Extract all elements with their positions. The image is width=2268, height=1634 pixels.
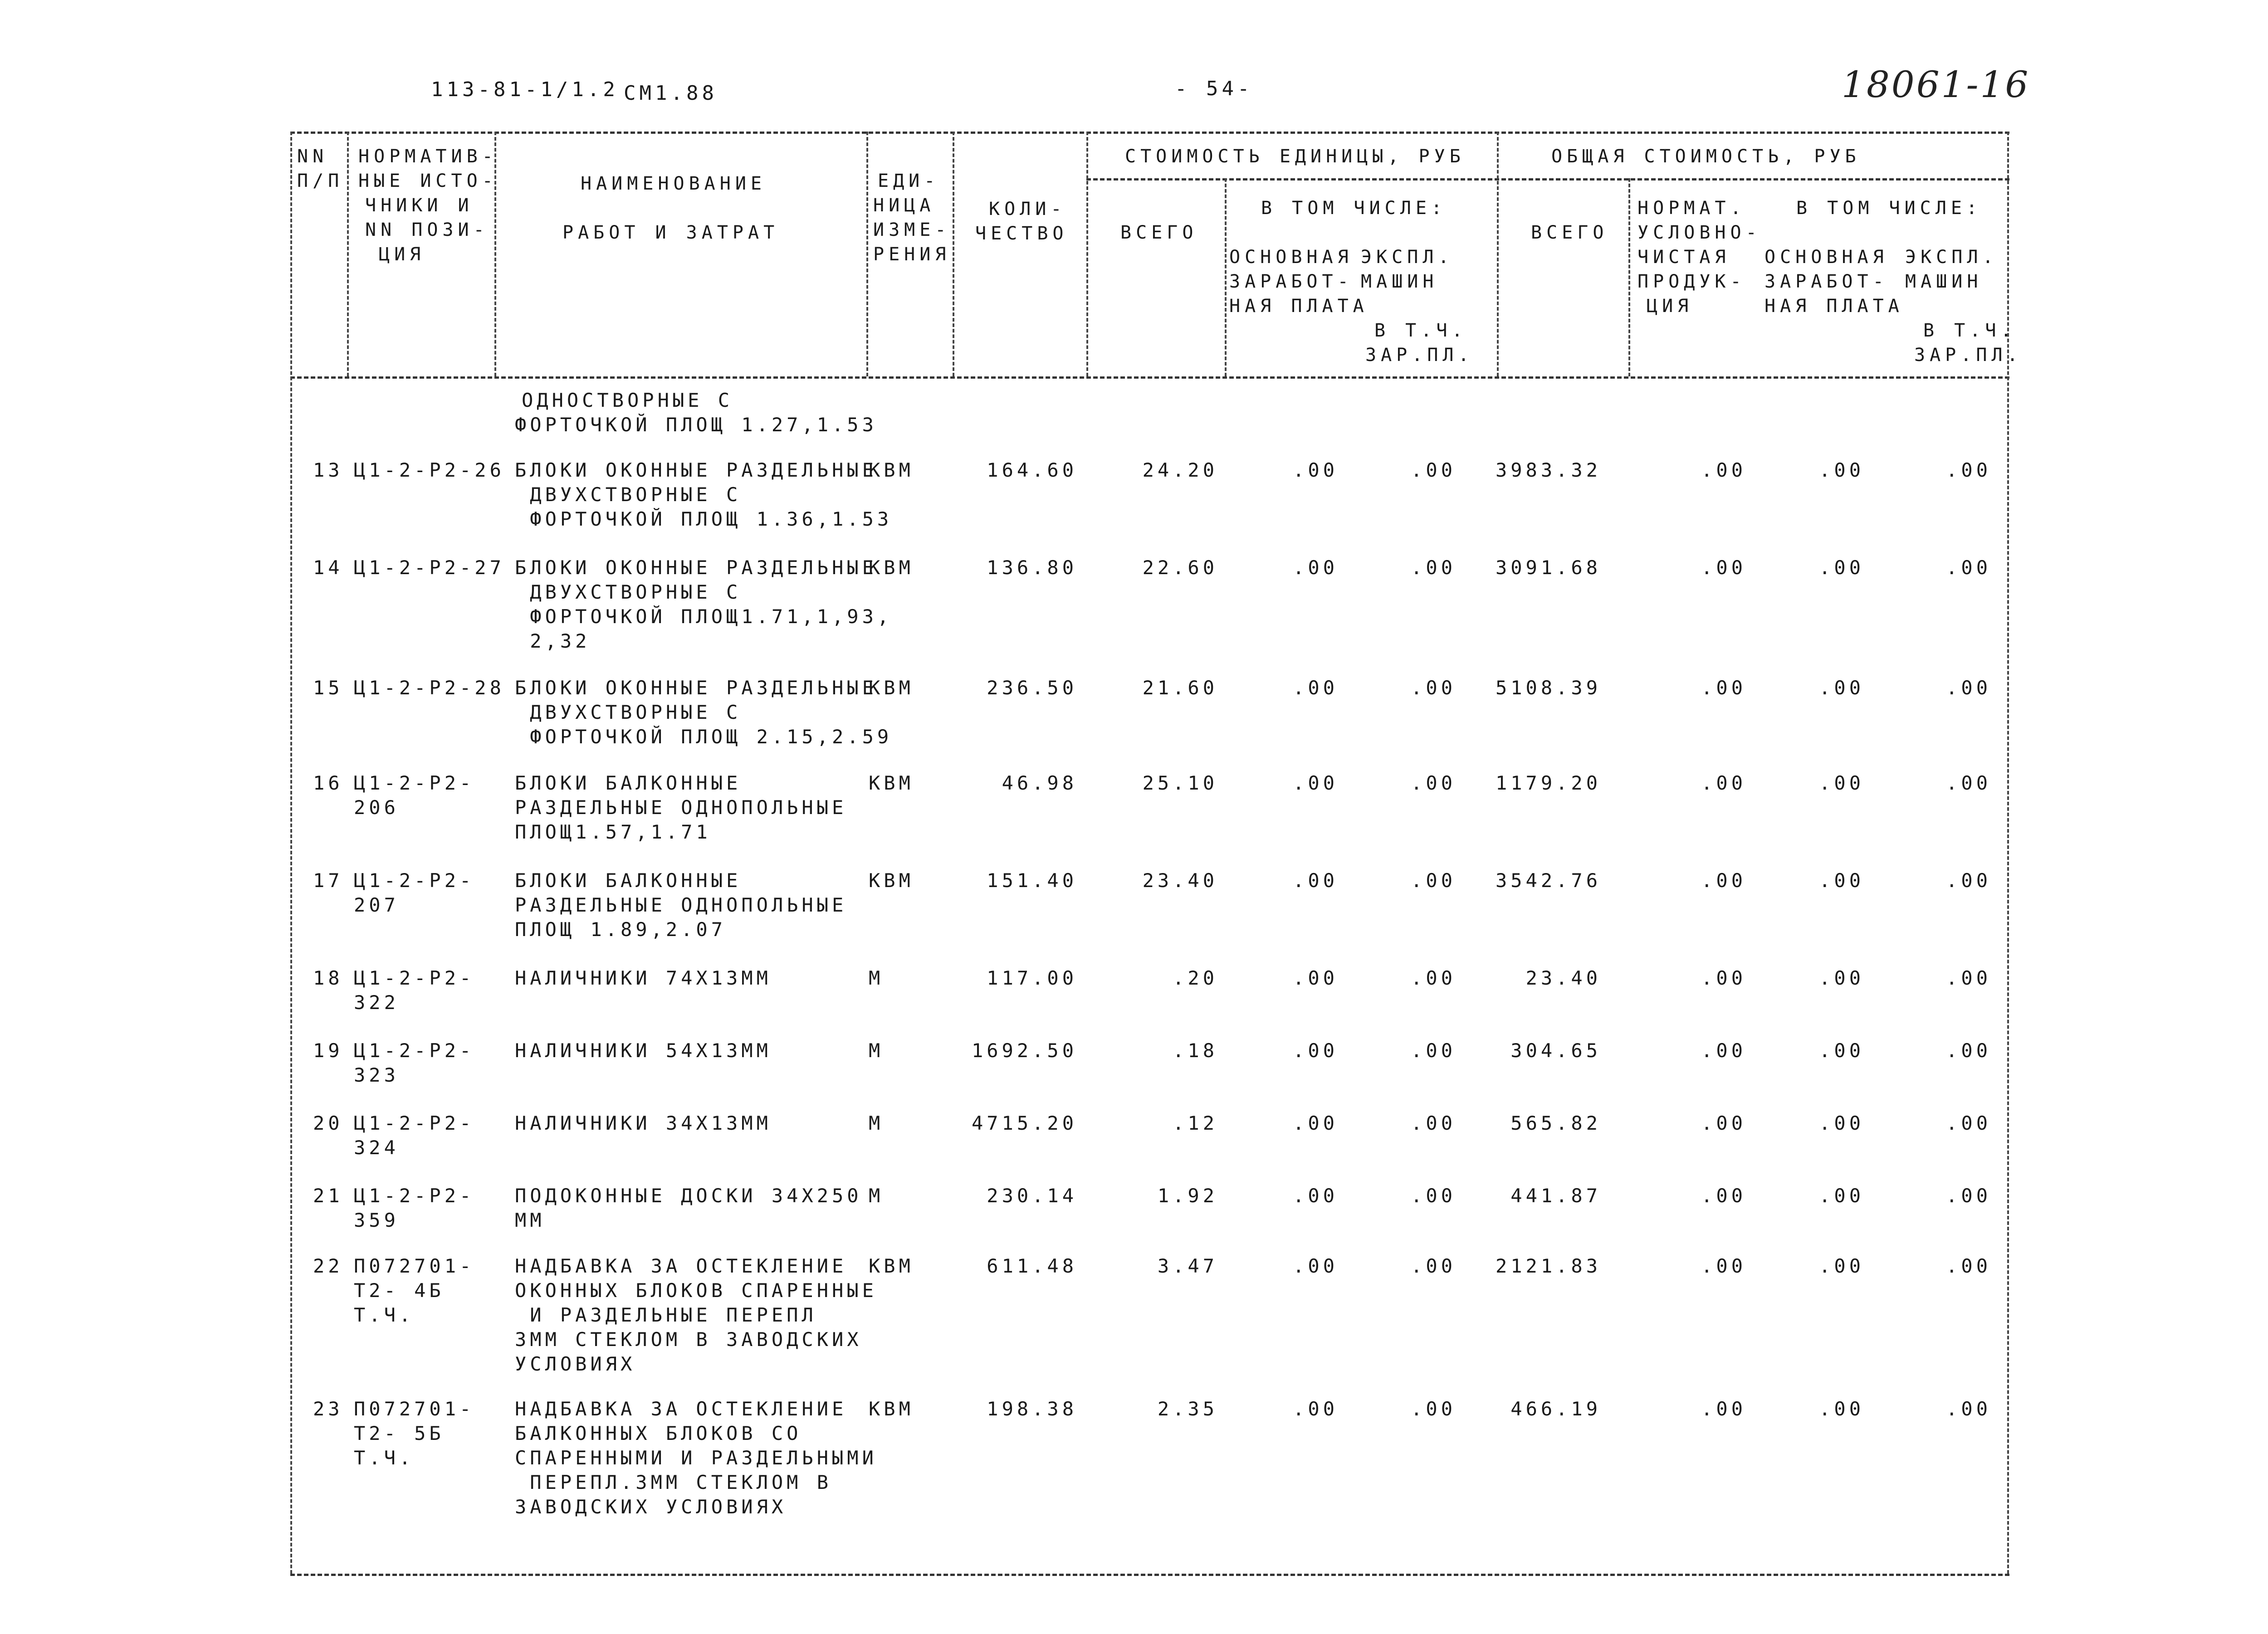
header-normative-2: НЫЕ ИСТО- bbox=[358, 171, 498, 191]
row-unit-machines: .00 bbox=[1411, 677, 1456, 699]
row-unit: КВМ bbox=[869, 556, 914, 579]
row-qty: 1692.50 bbox=[971, 1039, 1077, 1062]
header-norm-1: НОРМАТ. bbox=[1637, 198, 1746, 219]
row-code: 359 bbox=[354, 1209, 399, 1231]
row-total-norm: .00 bbox=[1701, 967, 1746, 989]
row-total-wage: .00 bbox=[1819, 869, 1864, 892]
header-normative-5: ЦИЯ bbox=[379, 244, 425, 265]
row-unit-price: 24.20 bbox=[1142, 459, 1218, 481]
row-total: 1179.20 bbox=[1495, 772, 1601, 794]
row-name: НАЛИЧНИКИ 34Х13ММ bbox=[515, 1112, 772, 1134]
header-qty-1: КОЛИ- bbox=[989, 199, 1066, 219]
row-unit: КВМ bbox=[869, 1255, 914, 1277]
row-unit: М bbox=[869, 967, 884, 989]
row-total-norm: .00 bbox=[1701, 459, 1746, 481]
row-name: СПАРЕННЫМИ И РАЗДЕЛЬНЫМИ bbox=[515, 1447, 877, 1469]
header-unit-4: РЕНИЯ bbox=[873, 244, 951, 265]
header-unit-all: ВСЕГО bbox=[1120, 222, 1198, 243]
header-total-wage-3: НАЯ ПЛАТА bbox=[1765, 296, 1904, 317]
row-name: УСЛОВИЯХ bbox=[515, 1353, 636, 1375]
row-unit-wage: .00 bbox=[1293, 677, 1338, 699]
row-name: БЛОКИ БАЛКОННЫЕ bbox=[515, 772, 742, 794]
row-name: ОКОННЫХ БЛОКОВ СПАРЕННЫЕ bbox=[515, 1279, 877, 1302]
header-total-incl: В ТОМ ЧИСЛЕ: bbox=[1796, 198, 1982, 219]
row-unit-wage: .00 bbox=[1293, 1185, 1338, 1207]
header-wage-1: ОСНОВНАЯ bbox=[1229, 247, 1353, 268]
row-total-wage: .00 bbox=[1819, 772, 1864, 794]
row-total-wage: .00 bbox=[1819, 1398, 1864, 1420]
row-qty: 151.40 bbox=[987, 869, 1077, 892]
row-name: ПЛОЩ1.57,1.71 bbox=[515, 821, 711, 843]
row-unit-price: .12 bbox=[1173, 1112, 1218, 1134]
row-qty: 136.80 bbox=[987, 556, 1077, 579]
row-code: 323 bbox=[354, 1064, 399, 1086]
header-normative-3: ЧНИКИ И bbox=[365, 195, 474, 216]
row-name: 3ММ СТЕКЛОМ В ЗАВОДСКИХ bbox=[515, 1328, 862, 1351]
row-qty: 230.14 bbox=[987, 1185, 1077, 1207]
row-unit-wage: .00 bbox=[1293, 1112, 1338, 1134]
row-total-machines: .00 bbox=[1946, 1185, 1991, 1207]
header-wage-2: ЗАРАБОТ- bbox=[1229, 271, 1353, 292]
row-name: ЗАВОДСКИХ УСЛОВИЯХ bbox=[515, 1496, 787, 1518]
row-unit-machines: .00 bbox=[1411, 1185, 1456, 1207]
row-name: ДВУХСТВОРНЫЕ С bbox=[515, 581, 742, 603]
row-name: БЛОКИ ОКОННЫЕ РАЗДЕЛЬНЫЕ bbox=[515, 677, 877, 699]
row-unit-wage: .00 bbox=[1293, 772, 1338, 794]
header-mach-1: ЭКСПЛ. bbox=[1361, 247, 1454, 268]
row-name: ПЕРЕПЛ.3ММ СТЕКЛОМ В bbox=[515, 1471, 832, 1493]
row-qty: 198.38 bbox=[987, 1398, 1077, 1420]
header-unit-1: ЕДИ- bbox=[878, 171, 940, 191]
row-unit-price: 25.10 bbox=[1142, 772, 1218, 794]
header-total-cost: ОБЩАЯ СТОИМОСТЬ, РУБ bbox=[1551, 146, 1861, 167]
row-qty: 164.60 bbox=[987, 459, 1077, 481]
row-unit-machines: .00 bbox=[1411, 1112, 1456, 1134]
row-code: Т.Ч. bbox=[354, 1304, 415, 1326]
row-total-norm: .00 bbox=[1701, 556, 1746, 579]
row-total: 441.87 bbox=[1510, 1185, 1601, 1207]
header-total-all: ВСЕГО bbox=[1531, 222, 1608, 243]
row-unit: КВМ bbox=[869, 869, 914, 892]
row-total: 3091.68 bbox=[1495, 556, 1601, 579]
row-total: 3542.76 bbox=[1495, 869, 1601, 892]
continuation-line-1: ОДНОСТВОРНЫЕ С bbox=[522, 389, 733, 411]
row-number: 20 bbox=[313, 1112, 343, 1134]
row-name: БЛОКИ ОКОННЫЕ РАЗДЕЛЬНЫЕ bbox=[515, 556, 877, 579]
row-name: НАДБАВКА ЗА ОСТЕКЛЕНИЕ bbox=[515, 1398, 847, 1420]
header-total-inclwage-1: В Т.Ч. bbox=[1923, 320, 2016, 341]
row-qty: 4715.20 bbox=[971, 1112, 1077, 1134]
row-unit: КВМ bbox=[869, 772, 914, 794]
row-total-norm: .00 bbox=[1701, 1112, 1746, 1134]
document-stamp: СМ1.88 bbox=[624, 82, 718, 105]
row-code: Ц1-2-Р2-27 bbox=[354, 556, 505, 579]
row-total-machines: .00 bbox=[1946, 1112, 1991, 1134]
row-total: 3983.32 bbox=[1495, 459, 1601, 481]
row-code: 206 bbox=[354, 796, 399, 819]
row-code: Ц1-2-Р2- bbox=[354, 869, 475, 892]
row-unit: М bbox=[869, 1185, 884, 1207]
row-code: П072701- bbox=[354, 1255, 475, 1277]
row-total-norm: .00 bbox=[1701, 1039, 1746, 1062]
row-qty: 236.50 bbox=[987, 677, 1077, 699]
header-inclwage-1: В Т.Ч. bbox=[1374, 320, 1467, 341]
row-name: ММ bbox=[515, 1209, 545, 1231]
row-name: ФОРТОЧКОЙ ПЛОЩ 2.15,2.59 bbox=[515, 726, 893, 748]
row-total: 23.40 bbox=[1525, 967, 1601, 989]
header-norm-4: ПРОДУК- bbox=[1637, 271, 1746, 292]
row-name: ДВУХСТВОРНЫЕ С bbox=[515, 701, 742, 723]
row-name: РАЗДЕЛЬНЫЕ ОДНОПОЛЬНЫЕ bbox=[515, 894, 847, 916]
row-total-wage: .00 bbox=[1819, 459, 1864, 481]
row-name: НАЛИЧНИКИ 74Х13ММ bbox=[515, 967, 772, 989]
row-unit-price: 21.60 bbox=[1142, 677, 1218, 699]
header-unit-2: НИЦА bbox=[873, 195, 935, 216]
row-unit-machines: .00 bbox=[1411, 869, 1456, 892]
row-code: Т.Ч. bbox=[354, 1447, 415, 1469]
row-code: Ц1-2-Р2-28 bbox=[354, 677, 505, 699]
header-wage-3: НАЯ ПЛАТА bbox=[1229, 296, 1369, 317]
row-unit-wage: .00 bbox=[1293, 556, 1338, 579]
row-number: 18 bbox=[313, 967, 343, 989]
row-code: Ц1-2-Р2- bbox=[354, 1112, 475, 1134]
row-name: БЛОКИ ОКОННЫЕ РАЗДЕЛЬНЫЕ bbox=[515, 459, 877, 481]
header-normative-4: NN ПОЗИ- bbox=[365, 219, 489, 240]
row-unit-machines: .00 bbox=[1411, 1255, 1456, 1277]
row-unit-wage: .00 bbox=[1293, 967, 1338, 989]
row-total: 5108.39 bbox=[1495, 677, 1601, 699]
continuation-line-2: ФОРТОЧКОЙ ПЛОЩ 1.27,1.53 bbox=[515, 414, 877, 436]
row-name: 2,32 bbox=[515, 630, 591, 652]
row-code: Ц1-2-Р2- bbox=[354, 1185, 475, 1207]
row-code: Ц1-2-Р2- bbox=[354, 967, 475, 989]
header-nn-1: NN bbox=[297, 146, 328, 167]
header-total-wage-2: ЗАРАБОТ- bbox=[1765, 271, 1888, 292]
row-number: 22 bbox=[313, 1255, 343, 1277]
row-name: ФОРТОЧКОЙ ПЛОЩ 1.36,1.53 bbox=[515, 508, 893, 530]
row-total-norm: .00 bbox=[1701, 1398, 1746, 1420]
page-number: - 54- bbox=[1175, 77, 1253, 100]
archive-number: 18061-16 bbox=[1842, 63, 2030, 106]
row-unit-machines: .00 bbox=[1411, 459, 1456, 481]
row-number: 21 bbox=[313, 1185, 343, 1207]
row-total-norm: .00 bbox=[1701, 869, 1746, 892]
row-name: НАЛИЧНИКИ 54Х13ММ bbox=[515, 1039, 772, 1062]
row-total-wage: .00 bbox=[1819, 1255, 1864, 1277]
row-total-norm: .00 bbox=[1701, 1255, 1746, 1277]
row-unit-wage: .00 bbox=[1293, 459, 1338, 481]
row-qty: 611.48 bbox=[987, 1255, 1077, 1277]
row-total-norm: .00 bbox=[1701, 1185, 1746, 1207]
row-total-wage: .00 bbox=[1819, 556, 1864, 579]
header-total-inclwage-2: ЗАР.ПЛ. bbox=[1914, 345, 2023, 366]
row-total-norm: .00 bbox=[1701, 772, 1746, 794]
row-unit-machines: .00 bbox=[1411, 1039, 1456, 1062]
row-unit-price: 1.92 bbox=[1157, 1185, 1218, 1207]
row-number: 23 bbox=[313, 1398, 343, 1420]
row-unit-price: 2.35 bbox=[1157, 1398, 1218, 1420]
row-unit: М bbox=[869, 1039, 884, 1062]
row-name: И РАЗДЕЛЬНЫЕ ПЕРЕПЛ bbox=[515, 1304, 817, 1326]
row-name: ДВУХСТВОРНЫЕ С bbox=[515, 483, 742, 506]
header-nn-2: П/П bbox=[297, 171, 344, 191]
header-unit-cost: СТОИМОСТЬ ЕДИНИЦЫ, РУБ bbox=[1125, 146, 1465, 167]
row-total-machines: .00 bbox=[1946, 677, 1991, 699]
row-unit-price: .18 bbox=[1173, 1039, 1218, 1062]
row-code: Ц1-2-Р2-26 bbox=[354, 459, 505, 481]
row-qty: 46.98 bbox=[1002, 772, 1077, 794]
row-total: 466.19 bbox=[1510, 1398, 1601, 1420]
row-name: БЛОКИ БАЛКОННЫЕ bbox=[515, 869, 742, 892]
row-unit-wage: .00 bbox=[1293, 1398, 1338, 1420]
header-total-wage-1: ОСНОВНАЯ bbox=[1765, 247, 1888, 268]
row-total-wage: .00 bbox=[1819, 967, 1864, 989]
row-total-machines: .00 bbox=[1946, 967, 1991, 989]
row-code: Т2- 5Б bbox=[354, 1422, 445, 1444]
row-code: 324 bbox=[354, 1136, 399, 1159]
header-norm-5: ЦИЯ bbox=[1647, 296, 1693, 317]
row-total-norm: .00 bbox=[1701, 677, 1746, 699]
row-number: 17 bbox=[313, 869, 343, 892]
row-total-machines: .00 bbox=[1946, 869, 1991, 892]
row-code: 322 bbox=[354, 991, 399, 1014]
row-unit-wage: .00 bbox=[1293, 1255, 1338, 1277]
row-number: 14 bbox=[313, 556, 343, 579]
header-name-2: РАБОТ И ЗАТРАТ bbox=[562, 222, 779, 243]
row-unit: КВМ bbox=[869, 677, 914, 699]
row-unit-price: 3.47 bbox=[1157, 1255, 1218, 1277]
row-name: ПОДОКОННЫЕ ДОСКИ 34Х250 bbox=[515, 1185, 862, 1207]
row-code: Ц1-2-Р2- bbox=[354, 1039, 475, 1062]
row-unit-machines: .00 bbox=[1411, 967, 1456, 989]
row-name: ФОРТОЧКОЙ ПЛОЩ1.71,1,93, bbox=[515, 605, 893, 628]
row-total-machines: .00 bbox=[1946, 459, 1991, 481]
row-unit-wage: .00 bbox=[1293, 1039, 1338, 1062]
row-unit-wage: .00 bbox=[1293, 869, 1338, 892]
row-number: 16 bbox=[313, 772, 343, 794]
row-number: 13 bbox=[313, 459, 343, 481]
header-unit-3: ИЗМЕ- bbox=[873, 219, 951, 240]
header-norm-3: ЧИСТАЯ bbox=[1637, 247, 1730, 268]
row-unit-machines: .00 bbox=[1411, 772, 1456, 794]
row-total-wage: .00 bbox=[1819, 1039, 1864, 1062]
row-total-wage: .00 bbox=[1819, 1185, 1864, 1207]
row-name: ПЛОЩ 1.89,2.07 bbox=[515, 918, 727, 941]
row-total-machines: .00 bbox=[1946, 1255, 1991, 1277]
row-total: 565.82 bbox=[1510, 1112, 1601, 1134]
row-total: 304.65 bbox=[1510, 1039, 1601, 1062]
row-code: Ц1-2-Р2- bbox=[354, 772, 475, 794]
header-norm-2: УСЛОВНО- bbox=[1637, 222, 1761, 243]
header-unit-incl: В ТОМ ЧИСЛЕ: bbox=[1261, 198, 1447, 219]
header-name-1: НАИМЕНОВАНИЕ bbox=[581, 173, 766, 194]
row-name: БАЛКОННЫХ БЛОКОВ СО bbox=[515, 1422, 802, 1444]
row-unit-machines: .00 bbox=[1411, 556, 1456, 579]
header-normative-1: НОРМАТИВ- bbox=[358, 146, 498, 167]
row-total-machines: .00 bbox=[1946, 1398, 1991, 1420]
row-unit: М bbox=[869, 1112, 884, 1134]
row-total-wage: .00 bbox=[1819, 1112, 1864, 1134]
row-unit-price: 22.60 bbox=[1142, 556, 1218, 579]
header-qty-2: ЧЕСТВО bbox=[975, 223, 1068, 244]
row-unit-price: .20 bbox=[1173, 967, 1218, 989]
row-unit: КВМ bbox=[869, 1398, 914, 1420]
row-code: 207 bbox=[354, 894, 399, 916]
header-mach-2: МАШИН bbox=[1361, 271, 1438, 292]
row-total-wage: .00 bbox=[1819, 677, 1864, 699]
row-unit: КВМ bbox=[869, 459, 914, 481]
row-name: НАДБАВКА ЗА ОСТЕКЛЕНИЕ bbox=[515, 1255, 847, 1277]
row-qty: 117.00 bbox=[987, 967, 1077, 989]
row-unit-machines: .00 bbox=[1411, 1398, 1456, 1420]
row-total-machines: .00 bbox=[1946, 1039, 1991, 1062]
row-unit-price: 23.40 bbox=[1142, 869, 1218, 892]
row-code: Т2- 4Б bbox=[354, 1279, 445, 1302]
header-total-mach-1: ЭКСПЛ. bbox=[1905, 247, 1998, 268]
row-code: П072701- bbox=[354, 1398, 475, 1420]
row-total: 2121.83 bbox=[1495, 1255, 1601, 1277]
header-total-mach-2: МАШИН bbox=[1905, 271, 1983, 292]
row-number: 15 bbox=[313, 677, 343, 699]
row-total-machines: .00 bbox=[1946, 556, 1991, 579]
row-number: 19 bbox=[313, 1039, 343, 1062]
header-inclwage-2: ЗАР.ПЛ. bbox=[1365, 345, 1474, 366]
row-name: РАЗДЕЛЬНЫЕ ОДНОПОЛЬНЫЕ bbox=[515, 796, 847, 819]
document-code: 113-81-1/1.2 bbox=[431, 78, 619, 101]
row-total-machines: .00 bbox=[1946, 772, 1991, 794]
